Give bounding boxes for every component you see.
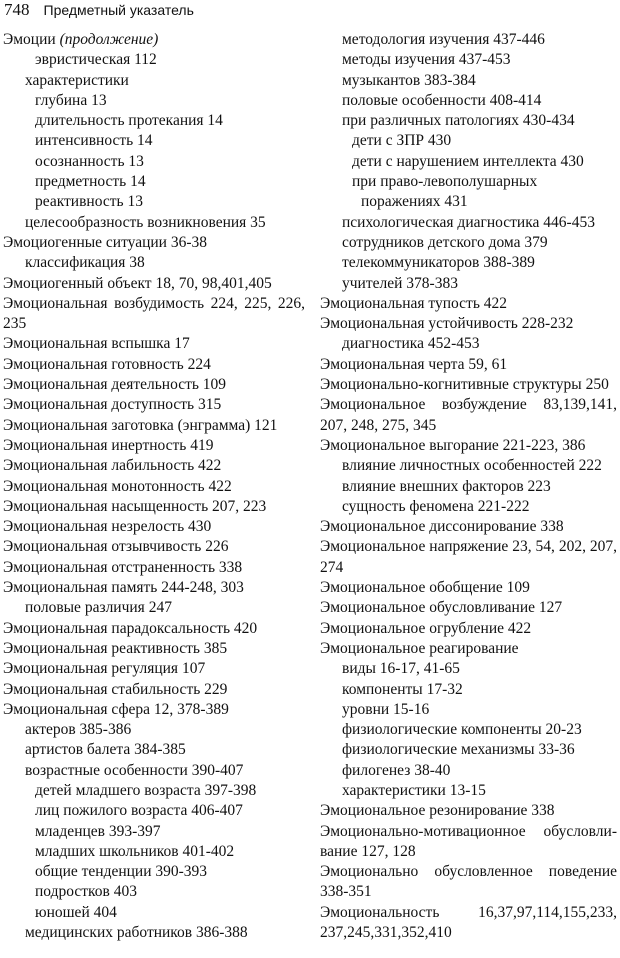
entry-text: детей младшего возраста 397-398 (35, 781, 257, 799)
index-subentry (3, 253, 305, 273)
index-entry (3, 274, 305, 294)
index-subentry (3, 91, 305, 111)
index-subentry (3, 882, 305, 902)
entry-text: глубина 13 (35, 91, 107, 109)
entry-text: Эмоциональная возбудимость 224, 225, 226, 235 (3, 294, 305, 333)
index-entry (320, 355, 617, 375)
entry-text: Эмоциональная регуляция 107 (3, 660, 206, 678)
index-subentry (3, 192, 305, 212)
index-entry (3, 558, 305, 578)
entry-text: общие тенденции 390-393 (35, 863, 208, 881)
entry-text: Эмоциональная лабильность 422 (3, 457, 222, 475)
entry-text: Эмоциональная сфера 12, 378-389 (3, 700, 229, 718)
index-entry (3, 30, 305, 50)
entry-text: Эмоциональная незрелость 430 (3, 518, 212, 536)
entry-text: Эмоциональная тупость 422 (320, 294, 508, 312)
index-subentry (320, 50, 617, 70)
entry-text: Эмоциональное огрубление 422 (320, 619, 532, 637)
index-entry (3, 233, 305, 253)
entry-text: диагностика 452-453 (342, 335, 480, 353)
page-number: 748 (4, 0, 30, 19)
index-subentry (320, 253, 617, 273)
index-subentry (320, 213, 617, 233)
entry-text: младших школьников 401-402 (35, 842, 235, 860)
entry-text: сотрудников детского дома 379 (342, 233, 548, 251)
index-subentry (320, 192, 617, 212)
entry-text: длительность протекания 14 (35, 112, 223, 130)
index-entry (3, 416, 305, 436)
index-entry (320, 578, 617, 598)
index-entry (3, 334, 305, 354)
entry-text: дети с ЗПР 430 (352, 132, 452, 150)
entry-text: Эмоционально-мотивационное обусловли-вание 127, 128 (320, 822, 617, 860)
entry-text: Эмоциональная готовность 224 (3, 355, 211, 373)
entry-text: Эмоциогенные ситуации 36-38 (3, 233, 208, 251)
entry-text: Эмоциональное реагирование (320, 639, 519, 657)
index-entry (3, 619, 305, 639)
index-subentry (320, 497, 617, 517)
index-entry (320, 537, 617, 578)
index-subentry (3, 172, 305, 192)
entry-text: музыкантов 383-384 (342, 71, 476, 89)
index-subentry (3, 131, 305, 151)
entry-text: Эмоциональная черта 59, 61 (320, 355, 508, 373)
index-subentry (320, 700, 617, 720)
index-subentry (320, 233, 617, 253)
entry-text: Эмоциональное напряжение 23, 54, 202, 207, 274 (320, 538, 617, 576)
entry-text: Эмоциогенный объект 18, 70, 98,401,405 (3, 274, 272, 292)
entry-text: Эмоции (3, 31, 56, 48)
index-subentry (3, 801, 305, 821)
entry-text: целесообразность возникновения 35 (25, 213, 266, 231)
entry-text: Эмоциональная доступность 315 (3, 396, 222, 414)
index-subentry (3, 923, 305, 943)
entry-text: Эмоционально-когнитивные структуры 250 (320, 376, 609, 394)
index-entry (320, 517, 617, 537)
entry-text: Эмоциональная парадоксальность 420 (3, 619, 258, 637)
entry-text: интенсивность 14 (35, 132, 153, 150)
index-entry (3, 477, 305, 497)
entry-text: Эмоциональное диссонирование 338 (320, 518, 564, 536)
entry-text: Эмоциональное обусловливание 127 (320, 599, 563, 617)
entry-text: Эмоциональность 16,37,97,114,155,233, 237,245,331,352,410 (320, 903, 617, 942)
entry-text: учителей 378-383 (342, 274, 458, 292)
entry-text: половые особенности 408-414 (342, 91, 542, 109)
index-subentry (320, 659, 617, 679)
index-subentry (3, 213, 305, 233)
entry-text: психологическая диагностика 446-453 (342, 213, 595, 231)
index-subentry (3, 761, 305, 781)
index-entry (320, 375, 617, 395)
entry-text: актеров 385-386 (25, 721, 132, 739)
entry-text: физиологические механизмы 33-36 (342, 741, 575, 759)
entry-text: артистов балета 384-385 (25, 741, 186, 759)
entry-text: Эмоциональное резонирование 338 (320, 802, 555, 820)
index-entry (320, 294, 617, 314)
page-header (4, 0, 194, 22)
entry-text: осознанность 13 (35, 152, 144, 170)
entry-text: Эмоциональная монотонность 422 (3, 477, 232, 495)
entry-text: влияние личностных особенностей 222 (342, 457, 602, 475)
index-entry (320, 598, 617, 618)
entry-text: дети с нарушением интеллекта 430 (352, 152, 584, 170)
entry-text: Эмоциональная отзывчивость 226 (3, 538, 229, 556)
index-entry (3, 537, 305, 557)
entry-text: Эмоциональное обобщение 109 (320, 579, 530, 597)
index-subentry (3, 152, 305, 172)
entry-text: компоненты 17-32 (342, 680, 463, 698)
index-subentry (3, 842, 305, 862)
index-subentry (320, 30, 617, 50)
index-entry (320, 801, 617, 821)
index-entry (3, 294, 305, 335)
entry-text: Эмоционально обусловленное поведение 338-351 (320, 863, 617, 901)
entry-text: Эмоциональная стабильность 229 (3, 680, 228, 698)
entry-text: телекоммуникаторов 388-389 (342, 254, 535, 272)
index-subentry (320, 781, 617, 801)
index-subentry (3, 71, 305, 91)
index-entry (320, 903, 617, 944)
index-subentry (3, 598, 305, 618)
index-entry (3, 497, 305, 517)
entry-text: Эмоциональная вспышка 17 (3, 335, 190, 353)
entry-text: характеристики (25, 71, 129, 89)
entry-text: филогенез 38-40 (342, 761, 451, 779)
index-entry (3, 395, 305, 415)
index-column-right (320, 30, 617, 943)
entry-text: юношей 404 (35, 903, 117, 921)
entry-text: при различных патологиях 430-434 (342, 112, 575, 130)
index-subentry (3, 822, 305, 842)
entry-text: предметность 14 (35, 173, 146, 191)
index-entry (320, 862, 617, 903)
entry-text: младенцев 393-397 (35, 822, 161, 840)
index-subentry (320, 740, 617, 760)
entry-text: физиологические компоненты 20-23 (342, 721, 582, 739)
entry-text: подростков 403 (35, 883, 137, 901)
entry-text: Эмоциональная отстраненность 338 (3, 558, 243, 576)
entry-text: половые различия 247 (25, 599, 172, 617)
entry-text: уровни 15-16 (342, 700, 430, 718)
index-entry (3, 680, 305, 700)
index-entry (3, 355, 305, 375)
index-subentry (320, 477, 617, 497)
index-subentry (320, 680, 617, 700)
index-subentry (320, 71, 617, 91)
entry-text: возрастные особенности 390-407 (25, 761, 244, 779)
index-subentry (3, 50, 305, 70)
running-title: Предметный указатель (43, 2, 194, 18)
index-entry (3, 456, 305, 476)
index-subentry (320, 91, 617, 111)
index-entry (3, 578, 305, 598)
index-column-left (3, 30, 305, 943)
index-entry (320, 619, 617, 639)
index-entry (320, 436, 617, 456)
index-entry (3, 639, 305, 659)
index-subentry (320, 131, 617, 151)
index-subentry (320, 152, 617, 172)
index-entry (320, 395, 617, 436)
entry-text: Эмоциональная реактивность 385 (3, 639, 228, 657)
entry-text: медицинских работников 386-388 (25, 924, 248, 942)
entry-text: Эмоциональная насыщенность 207, 223 (3, 497, 267, 515)
entry-text: поражениях 431 (361, 193, 468, 211)
entry-text: сущность феномена 221-222 (342, 497, 530, 515)
index-entry (3, 375, 305, 395)
index-subentry (320, 172, 617, 192)
index-subentry (3, 862, 305, 882)
index-subentry (320, 761, 617, 781)
entry-text: эвристическая 112 (35, 51, 157, 69)
index-entry (3, 436, 305, 456)
entry-text: Эмоциональная память 244-248, 303 (3, 579, 244, 597)
index-entry (320, 822, 617, 863)
entry-text: Эмоциональная деятельность 109 (3, 376, 227, 394)
entry-text: Эмоциональная инертность 419 (3, 436, 214, 454)
entry-text: Эмоциональная устойчивость 228-232 (320, 315, 574, 333)
entry-text: методология изучения 437-446 (342, 31, 545, 48)
entry-text: Эмоциональная заготовка (энграмма) 121 (3, 416, 278, 434)
index-subentry (320, 111, 617, 131)
index-subentry (3, 903, 305, 923)
entry-text: влияние внешних факторов 223 (342, 477, 551, 495)
index-subentry (320, 334, 617, 354)
index-subentry (3, 781, 305, 801)
entry-text: реактивность 13 (35, 193, 143, 211)
index-subentry (3, 720, 305, 740)
entry-text: виды 16-17, 41-65 (342, 660, 460, 678)
index-subentry (320, 720, 617, 740)
entry-text: методы изучения 437-453 (342, 51, 511, 69)
index-entry (3, 700, 305, 720)
index-entry (3, 517, 305, 537)
entry-text: классификация 38 (25, 254, 145, 272)
index-subentry (3, 111, 305, 131)
entry-text: Эмоциональное возбуждение 83,139,141, 207, 248, 275, 345 (320, 396, 617, 434)
index-subentry (3, 740, 305, 760)
entry-text: при право-левополушарных (352, 173, 538, 191)
index-subentry (320, 456, 617, 476)
entry-text: Эмоциональное выгорание 221-223, 386 (320, 436, 586, 454)
index-entry (3, 659, 305, 679)
entry-text: характеристики 13-15 (342, 781, 486, 799)
index-subentry (320, 274, 617, 294)
entry-continuation-note: (продолжение) (59, 31, 159, 48)
index-entry (320, 314, 617, 334)
entry-text: лиц пожилого возраста 406-407 (35, 802, 243, 820)
index-entry (320, 639, 617, 659)
